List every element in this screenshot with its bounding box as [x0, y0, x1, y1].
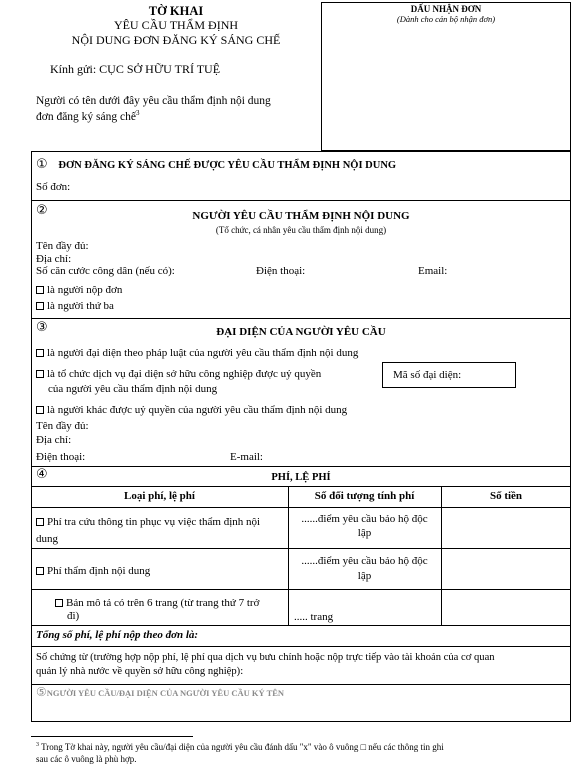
section-2-number: ②	[36, 203, 48, 218]
fee-row-examination-label: Phí thẩm định nội dung	[47, 565, 151, 577]
addressee-label: Kính gửi:	[50, 62, 97, 76]
section-3-number: ③	[36, 320, 48, 335]
footnote-ref: 3	[135, 109, 140, 117]
section-1-number: ①	[36, 157, 48, 172]
requester-phone-field[interactable]: Điện thoại:	[256, 265, 306, 277]
stamp-box	[321, 2, 571, 151]
representative-phone-field[interactable]: Điện thoại:	[36, 451, 86, 463]
section-1-title: ĐƠN ĐĂNG KÝ SÁNG CHẾ ĐƯỢC YÊU CẦU THẨM ĐỊNH NỘI DUNG	[58, 160, 397, 171]
column-header-amount: Số tiền	[489, 490, 523, 502]
checkbox-square[interactable]	[36, 370, 44, 378]
section-5-number: ⑤	[36, 685, 47, 699]
checkbox-square[interactable]	[36, 518, 44, 526]
receipt-number-field[interactable]: Số chứng từ (trường hợp nộp phí, lệ phí qua dịch vụ bưu chính hoặc nộp trực tiếp vào tài khoản của cơ quan	[36, 652, 495, 663]
fee-row-search[interactable]	[36, 516, 260, 528]
fee-row-examination-count-2: lập	[357, 570, 372, 582]
requester-full-name-field[interactable]: Tên đầy đủ:	[36, 240, 89, 252]
form-subtitle-1: YÊU CẦU THẨM ĐỊNH	[113, 18, 239, 32]
checkbox-third-party[interactable]	[36, 300, 114, 312]
checkbox-square[interactable]	[55, 599, 63, 607]
checkbox-square[interactable]	[36, 406, 44, 414]
requester-id-field[interactable]: Số căn cước công dân (nếu có):	[36, 265, 175, 277]
addressee-value: CỤC SỞ HỮU TRÍ TUỆ	[99, 62, 221, 76]
column-header-fee-type: Loại phí, lệ phí	[124, 490, 195, 502]
intro-line-2	[36, 109, 139, 123]
section-2-title: NGƯỜI YÊU CẦU THẨM ĐỊNH NỘI DUNG	[192, 210, 410, 222]
representative-code-label: Mã số đại diện:	[393, 369, 462, 381]
receipt-number-field-2: quản lý nhà nước về quyền sở hữu công nghiệp):	[36, 666, 244, 677]
stamp-box-note: (Dành cho cán bộ nhận đơn)	[396, 14, 496, 24]
representative-code-field[interactable]	[382, 362, 516, 388]
requester-address-field[interactable]: Địa chỉ:	[36, 253, 72, 265]
addressee	[50, 62, 220, 77]
section-4-title: PHÍ, LỆ PHÍ	[271, 472, 331, 483]
checkbox-square[interactable]	[36, 567, 44, 575]
fee-row-search-count-2: lập	[357, 527, 372, 539]
column-header-count: Số đối tượng tính phí	[314, 490, 415, 502]
fee-row-examination-count[interactable]: ......điểm yêu cầu bảo hộ độc	[301, 555, 428, 567]
fee-row-search-label: Phí tra cứu thông tin phục vụ việc thẩm định nội	[47, 516, 261, 528]
checkbox-other-authorized-label: là người khác được uỷ quyền của người yêu cầu thẩm định nội dung	[47, 404, 348, 416]
fee-row-search-count[interactable]: ......điểm yêu cầu bảo hộ độc	[301, 513, 428, 525]
section-3-title: ĐẠI DIỆN CỦA NGƯỜI YÊU CẦU	[216, 326, 386, 338]
checkbox-ip-service-org-label: là tổ chức dịch vụ đại diện sở hữu công nghiệp được uỷ quyền	[47, 368, 322, 380]
requester-email-field[interactable]: Email:	[418, 265, 448, 277]
checkbox-square[interactable]	[36, 349, 44, 357]
representative-address-field[interactable]: Địa chỉ:	[36, 434, 72, 446]
checkbox-legal-representative[interactable]	[36, 347, 358, 359]
footnote-line-1	[36, 742, 444, 752]
checkbox-applicant-label: là người nộp đơn	[47, 284, 123, 296]
fee-row-examination[interactable]	[36, 565, 150, 577]
checkbox-other-authorized[interactable]	[36, 404, 347, 416]
total-fees-label: Tổng số phí, lệ phí nộp theo đơn là:	[36, 629, 199, 641]
form-title: TỜ KHAI	[148, 4, 204, 18]
checkbox-square[interactable]	[36, 286, 44, 294]
section-2-subtitle: (Tổ chức, cá nhân yêu cầu thẩm định nội dung)	[215, 225, 387, 235]
section-1-header	[36, 157, 396, 172]
fee-row-extra-pages-count[interactable]: ..... trang	[294, 611, 334, 623]
representative-full-name-field[interactable]: Tên đầy đủ:	[36, 420, 89, 432]
fee-row-extra-pages[interactable]	[55, 597, 259, 609]
checkbox-applicant[interactable]	[36, 284, 122, 296]
fee-row-search-label-2: dung	[36, 533, 58, 545]
fee-row-extra-pages-label-2: đi)	[67, 610, 80, 622]
form-subtitle-2: NỘI DUNG ĐƠN ĐĂNG KÝ SÁNG CHẾ	[71, 33, 281, 47]
representative-email-field[interactable]: E-mail:	[230, 451, 263, 463]
intro-line-2-text: đơn đăng ký sáng chế	[36, 110, 136, 123]
checkbox-legal-representative-label: là người đại diện theo pháp luật của người yêu cầu thẩm định nội dung	[47, 347, 359, 359]
checkbox-third-party-label: là người thứ ba	[47, 300, 114, 312]
checkbox-square[interactable]	[36, 302, 44, 310]
fee-row-extra-pages-label: Bản mô tả có trên 6 trang (từ trang thứ 7 trở	[66, 597, 260, 609]
section-5-header	[36, 685, 284, 699]
checkbox-ip-service-org[interactable]	[36, 368, 321, 380]
application-number-field[interactable]: Số đơn:	[36, 181, 71, 193]
footnote-text: Trong Tờ khai này, người yêu cầu/đại diện của người yêu cầu đánh dấu "x" vào ô vuông □ nếu các thông tin ghi	[41, 742, 444, 752]
section-5-title: NGƯỜI YÊU CẦU/ĐẠI DIỆN CỦA NGƯỜI YÊU CẦU KÝ TÊN	[46, 688, 285, 698]
footnote-number: 3	[36, 742, 39, 748]
footnote-line-2: sau các ô vuông là phù hợp.	[36, 754, 137, 764]
intro-line-1: Người có tên dưới đây yêu cầu thẩm định nội dung	[36, 95, 271, 107]
section-4-number: ④	[36, 467, 48, 482]
checkbox-ip-service-org-label-2: của người yêu cầu thẩm định nội dung	[48, 383, 218, 395]
stamp-box-title: DẤU NHẬN ĐƠN	[410, 4, 482, 14]
